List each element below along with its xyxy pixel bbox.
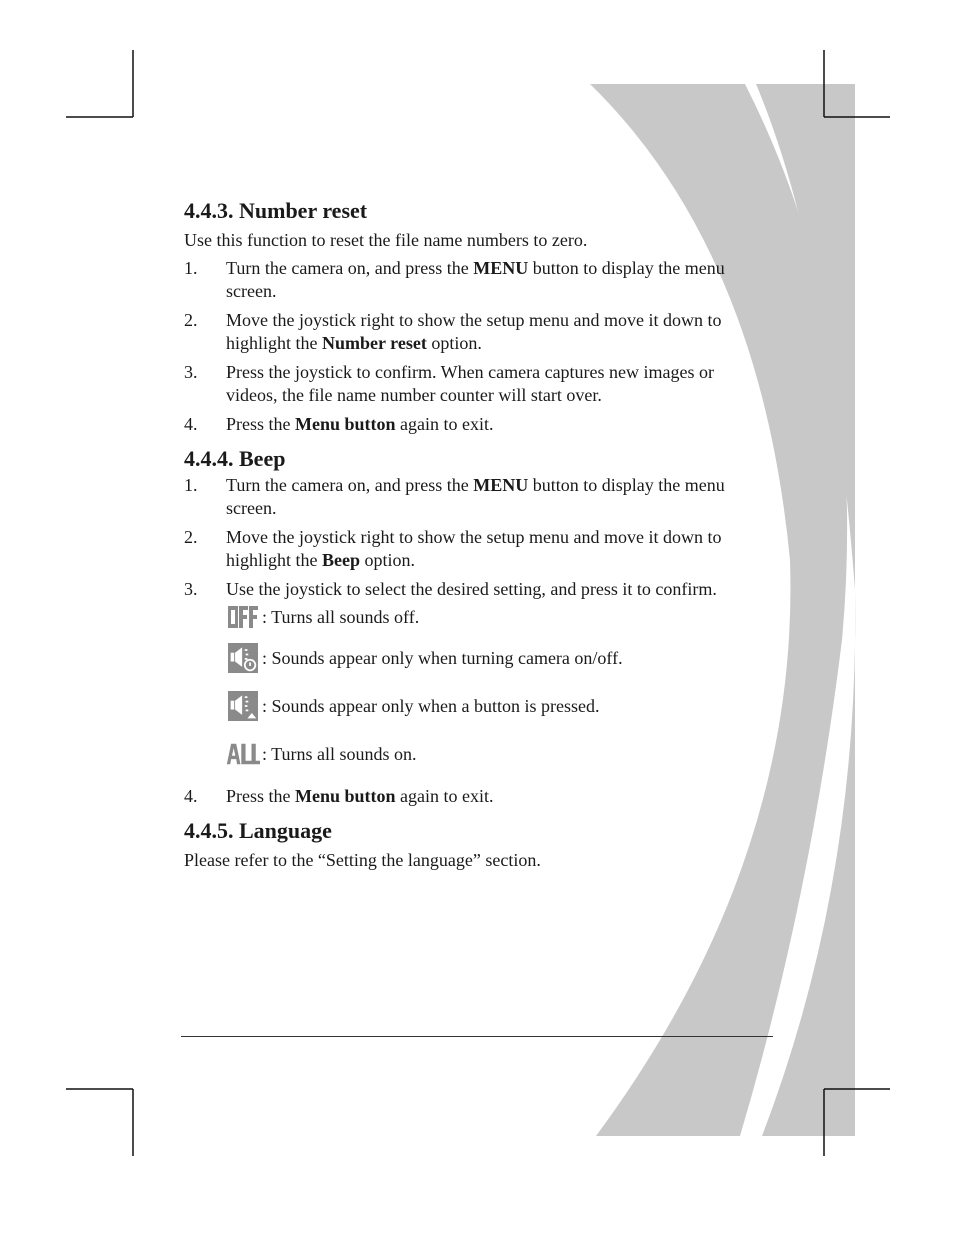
section-language bbox=[184, 816, 764, 872]
step-text: Press the bbox=[226, 786, 295, 806]
step-bold: Menu button bbox=[295, 414, 396, 434]
beep-option-all bbox=[226, 731, 764, 777]
step-text: button to display the menu screen. bbox=[226, 475, 725, 518]
section-intro: Please refer to the “Setting the language” section. bbox=[184, 850, 541, 870]
step-text: Move the joystick right to show the setup menu and move it down to highlight the bbox=[226, 310, 722, 353]
footer-divider bbox=[181, 1036, 773, 1037]
option-text: : Sounds appear only when turning camera on/off. bbox=[262, 647, 623, 668]
step-number: 3. bbox=[184, 362, 198, 382]
step-number: 1. bbox=[184, 475, 198, 495]
step-number: 1. bbox=[184, 258, 198, 278]
steps-list bbox=[184, 474, 764, 808]
off-icon bbox=[226, 602, 260, 632]
list-item bbox=[184, 413, 764, 436]
step-number: 3. bbox=[184, 579, 198, 599]
step-text: again to exit. bbox=[395, 786, 494, 806]
step-bold: Number reset bbox=[322, 333, 427, 353]
list-item bbox=[184, 526, 764, 572]
step-text: button to display the menu screen. bbox=[226, 258, 725, 301]
steps-list bbox=[184, 257, 764, 436]
section-heading: 4.4.5. Language bbox=[184, 818, 332, 843]
step-text: Use the joystick to select the desired setting, and press it to confirm. bbox=[226, 579, 717, 599]
step-bold: MENU bbox=[473, 258, 529, 278]
step-text: Move the joystick right to show the setup menu and move it down to highlight the bbox=[226, 527, 722, 570]
list-item bbox=[184, 785, 764, 808]
section-heading: 4.4.3. Number reset bbox=[184, 198, 368, 223]
step-number: 4. bbox=[184, 786, 198, 806]
step-bold: Menu button bbox=[295, 786, 396, 806]
step-text: Press the joystick to confirm. When camera captures new images or videos, the file name number counter will start over. bbox=[226, 362, 715, 405]
step-bold: MENU bbox=[473, 475, 529, 495]
option-text: : Turns all sounds on. bbox=[262, 743, 417, 764]
beep-option-button bbox=[226, 683, 764, 729]
all-icon bbox=[226, 741, 260, 767]
manual-content bbox=[184, 196, 764, 877]
step-text: again to exit. bbox=[395, 414, 494, 434]
step-text: option. bbox=[360, 550, 416, 570]
step-number: 2. bbox=[184, 527, 198, 547]
step-text: Turn the camera on, and press the bbox=[226, 475, 474, 495]
step-number: 4. bbox=[184, 414, 198, 434]
section-beep bbox=[184, 444, 764, 808]
section-heading: 4.4.4. Beep bbox=[184, 446, 286, 471]
step-text: Press the bbox=[226, 414, 295, 434]
section-intro: Use this function to reset the file name numbers to zero. bbox=[184, 230, 588, 250]
speaker-power-icon bbox=[226, 643, 260, 673]
beep-option-power bbox=[226, 635, 764, 681]
option-text: : Turns all sounds off. bbox=[262, 606, 420, 627]
step-text: Turn the camera on, and press the bbox=[226, 258, 474, 278]
list-item bbox=[184, 257, 764, 303]
list-item bbox=[184, 474, 764, 520]
list-item bbox=[184, 309, 764, 355]
option-text: : Sounds appear only when a button is pressed. bbox=[262, 695, 600, 716]
list-item bbox=[184, 361, 764, 407]
list-item bbox=[184, 578, 764, 777]
step-number: 2. bbox=[184, 310, 198, 330]
section-number-reset bbox=[184, 196, 764, 436]
step-bold: Beep bbox=[322, 550, 360, 570]
speaker-button-icon bbox=[226, 691, 260, 721]
beep-option-off bbox=[226, 601, 764, 633]
step-text: option. bbox=[426, 333, 482, 353]
